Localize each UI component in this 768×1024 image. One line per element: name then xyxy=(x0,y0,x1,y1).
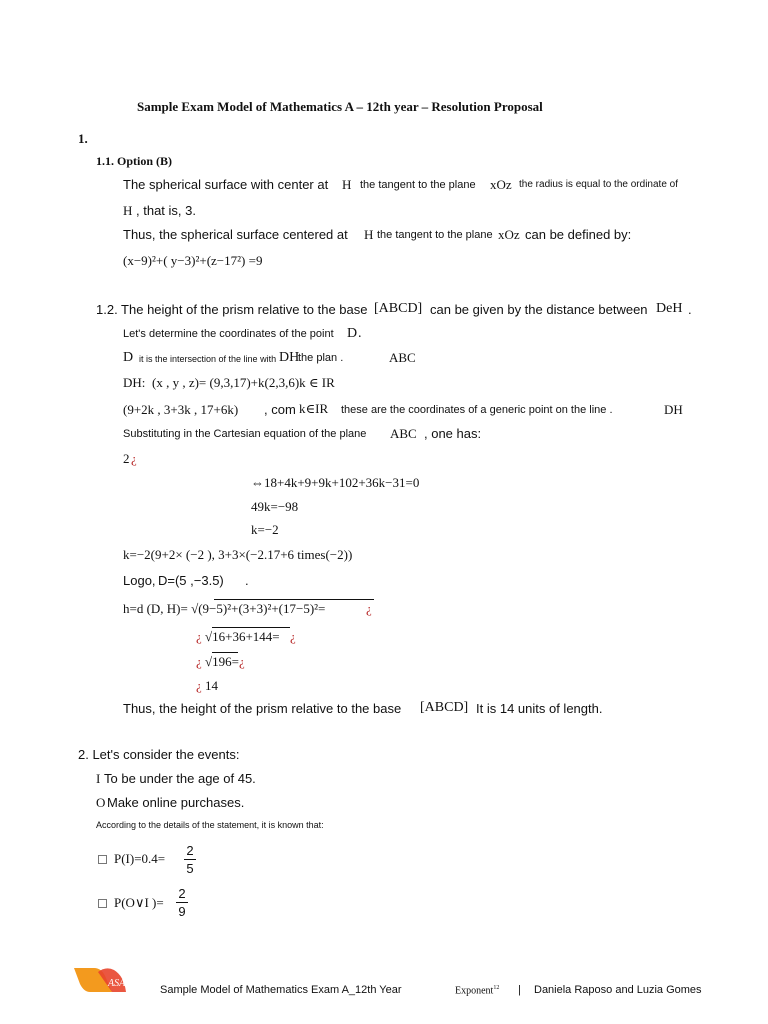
q12-math: DH xyxy=(279,350,300,365)
substitution-equation: k=−2 xyxy=(251,522,279,537)
footer-separator: | xyxy=(518,984,521,996)
conclusion-logo: Logo, xyxy=(123,573,156,588)
sqrt-bar xyxy=(212,627,290,628)
generic-point: (9+2k , 3+3k , 17+6k) xyxy=(123,402,239,417)
q11-text: Thus, the spherical surface centered at xyxy=(123,227,348,242)
unrendered-glyph: ¿ xyxy=(196,654,202,669)
unrendered-glyph: ¿ xyxy=(239,654,245,669)
footer-title: Sample Model of Mathematics Exam A_12th Year xyxy=(160,984,402,996)
q12-conclusion: Thus, the height of the prism relative to the base xyxy=(123,701,402,716)
q12-math: ABC xyxy=(390,426,417,441)
sqrt-bar xyxy=(214,599,374,600)
substitution-equation: ⇔18+4k+9+9k+102+36k−31=0 xyxy=(251,475,420,490)
q12-math: DeH xyxy=(656,301,683,316)
q12-math: ABC xyxy=(389,350,416,365)
sphere-equation-part: ²) =9 xyxy=(237,253,263,268)
logo-text: ASA xyxy=(108,978,126,989)
q12-math: [ABCD] xyxy=(420,700,469,715)
q11-text: the tangent to the plane xyxy=(360,179,476,191)
probability-expression: P(I)=0.4= xyxy=(114,851,166,866)
footer-authors: Daniela Raposo and Luzia Gomes xyxy=(534,984,702,996)
fraction xyxy=(176,886,188,919)
line-equation: (x , y , z)= (9,3,17)+k(2,3,6)k ∈ IR xyxy=(152,375,335,390)
sphere-equation-part: )²+( y−3)²+(z−17 xyxy=(147,253,238,268)
unrendered-glyph: ¿ xyxy=(366,601,372,616)
event-description: To be under the age of 45. xyxy=(104,771,256,786)
q12-text: these are the coordinates of a generic point on the line . xyxy=(341,404,613,416)
q11-math: H xyxy=(342,177,352,192)
fraction-bar xyxy=(176,902,188,903)
q12-math: [ABCD] xyxy=(374,301,423,316)
unrendered-glyph: ¿ xyxy=(131,451,137,466)
fraction-bar xyxy=(184,859,196,860)
event-symbol: O xyxy=(96,795,106,810)
q11-text: , that is, 3. xyxy=(136,203,196,218)
unrendered-glyph: ¿ xyxy=(196,629,202,644)
q12-conclusion: It is 14 units of length. xyxy=(476,701,603,716)
event-symbol: I xyxy=(96,771,101,786)
q12-text: it is the intersection of the line with xyxy=(139,354,277,364)
distance-equation: √16+36+144= xyxy=(205,629,280,644)
q12-math: D xyxy=(347,326,358,341)
q12-text: . xyxy=(688,302,692,317)
point-d-value: D=(5 ,−3.5) xyxy=(158,573,224,588)
fraction-denominator: 9 xyxy=(178,904,186,919)
sphere-equation xyxy=(123,253,262,269)
sqrt-bar xyxy=(212,652,238,653)
substitution-equation: 49k=−98 xyxy=(251,499,299,514)
fraction xyxy=(184,843,196,876)
q11-text: the radius is equal to the ordinate of xyxy=(519,179,678,190)
q11-math: xOz xyxy=(490,177,512,192)
k-substitution: k=−2(9+2× (−2 ), 3+3×(−2.17+6 times(−2)) xyxy=(123,547,353,562)
fraction-numerator: 2 xyxy=(186,843,194,858)
footer-publisher-sup: 12 xyxy=(493,985,500,991)
event-description: Make online purchases. xyxy=(107,795,245,810)
q11-text: can be defined by: xyxy=(525,227,632,242)
sphere-equation-part: (x−9 xyxy=(123,253,148,268)
q11-text: the tangent to the plane xyxy=(377,229,493,241)
q12-math: D xyxy=(123,350,134,365)
question-1-number: 1. xyxy=(78,131,88,146)
footer-publisher-name: Exponent xyxy=(455,985,494,997)
q12-math: 2 xyxy=(123,451,130,466)
q11-math: xOz xyxy=(498,227,520,242)
unrendered-glyph: ¿ xyxy=(290,629,296,644)
statement-note: According to the details of the statement, it is known that: xyxy=(96,820,324,830)
q11-math: H xyxy=(123,203,133,218)
unrendered-glyph: ¿ xyxy=(196,678,202,693)
document-title: Sample Exam Model of Mathematics A – 12th year – Resolution Proposal xyxy=(137,99,543,114)
distance-equation: h=d (D, H)= √(9−5)²+(3+3)²+(17−5)²= xyxy=(123,601,326,616)
fraction-denominator: 5 xyxy=(186,861,194,876)
distance-result: 14 xyxy=(205,678,218,693)
q12-text: can be given by the distance between xyxy=(430,302,648,317)
q12-text: , com xyxy=(264,402,296,417)
distance-equation: √196= xyxy=(205,654,239,669)
fraction-numerator: 2 xyxy=(178,886,186,901)
q12-math: k∈IR xyxy=(299,401,329,416)
q12-text: the plan . xyxy=(298,352,344,364)
probability-expression: P(O∨I )= xyxy=(114,895,164,910)
question-2-heading: 2. Let's consider the events: xyxy=(78,747,240,762)
question-1-1-heading: 1.1. Option (B) xyxy=(96,154,173,168)
q12-text: Let's determine the coordinates of the point xyxy=(123,328,334,340)
q12-text: , one has: xyxy=(424,426,482,441)
q12-text: 1.2. The height of the prism relative to the base xyxy=(96,302,368,317)
q12-text: . xyxy=(245,573,249,588)
q12-math: DH: xyxy=(123,375,146,390)
q12-text: Substituting in the Cartesian equation of the plane xyxy=(123,428,367,440)
q12-math: DH xyxy=(664,402,683,417)
q11-text: The spherical surface with center at xyxy=(123,177,329,192)
q11-math: H xyxy=(364,227,374,242)
bullet-icon xyxy=(98,855,107,864)
asa-logo xyxy=(72,964,132,996)
bullet-icon xyxy=(98,899,107,908)
q12-math: . xyxy=(358,326,362,341)
footer-publisher xyxy=(455,985,499,996)
